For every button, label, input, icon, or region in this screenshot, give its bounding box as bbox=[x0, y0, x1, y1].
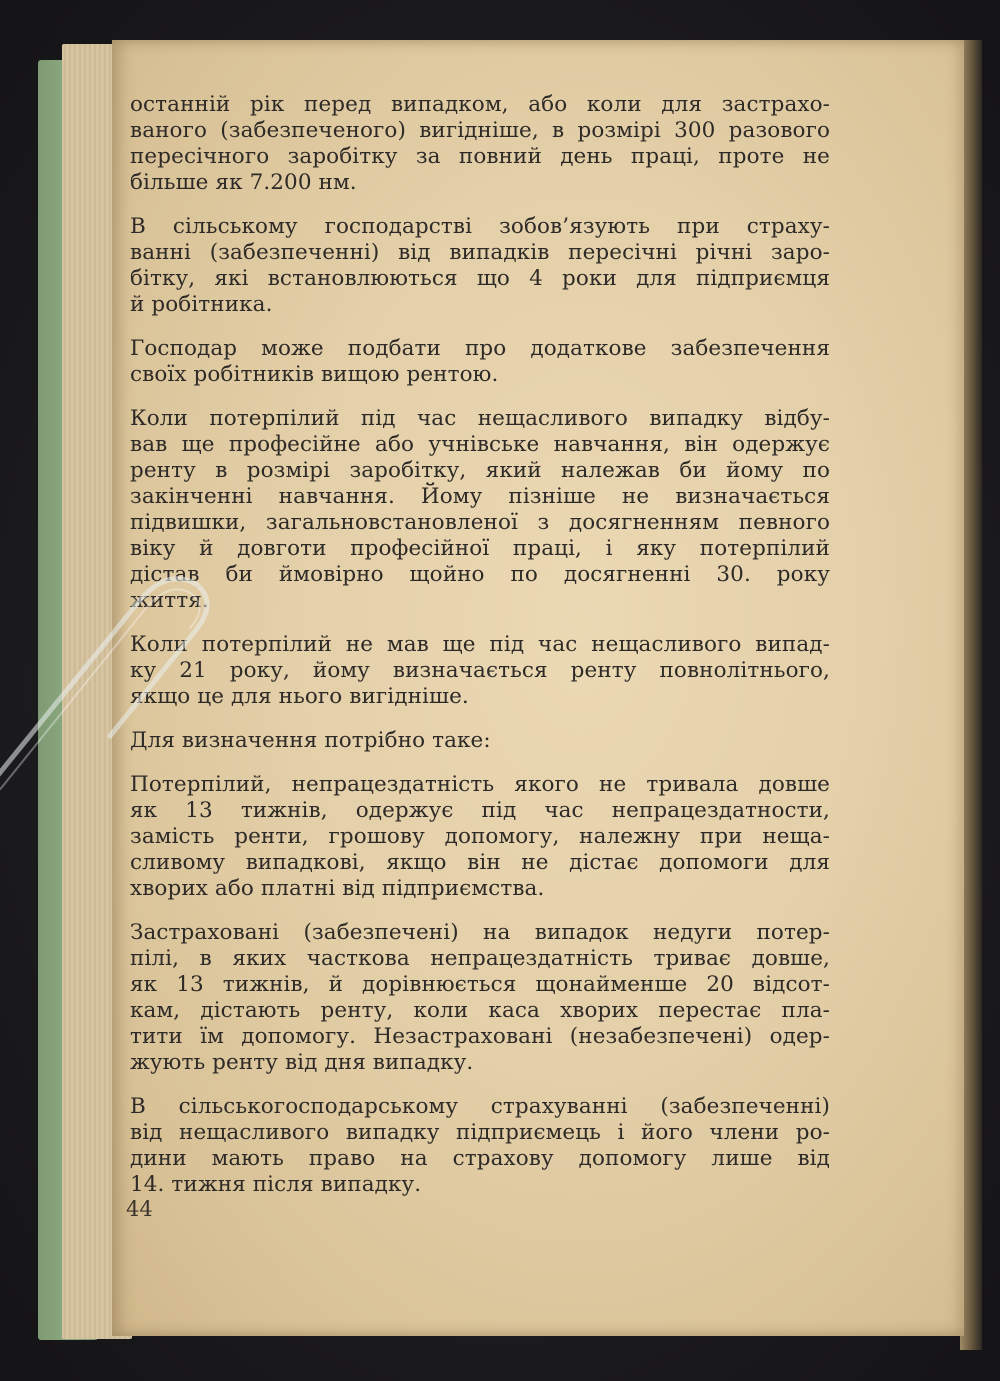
text-line: В сільськогосподарському страхуванні (забезпеченні) bbox=[130, 1094, 830, 1119]
text-line: й робітника. bbox=[130, 292, 273, 317]
paragraph bbox=[130, 772, 830, 902]
page-body-text bbox=[130, 92, 830, 1216]
text-line: бітку, які встановлюються що 4 роки для підприємця bbox=[130, 266, 830, 291]
text-line: Коли потерпілий під час нещасливого випадку відбу- bbox=[130, 406, 830, 431]
text-line: від нещасливого випадку підприємець і його члени ро- bbox=[130, 1120, 830, 1145]
paragraph bbox=[130, 92, 830, 196]
text-line: сливому випадкові, якщо він не дістає допомоги для bbox=[130, 850, 830, 875]
page-number: 44 bbox=[126, 1197, 153, 1221]
text-line: віку й довготи професійної праці, і яку потерпілий bbox=[130, 536, 830, 561]
text-line: пересічного заробітку за повний день праці, проте не bbox=[130, 144, 830, 169]
text-line: ку 21 року, йому визначається ренту повнолітнього, bbox=[130, 658, 830, 683]
text-line: пілі, в яких часткова непрацездатність триває довше, bbox=[130, 946, 830, 971]
text-line: тити їм допомогу. Незастраховані (незабезпечені) одер- bbox=[130, 1024, 830, 1049]
text-line: закінченні навчання. Йому пізніше не визначається bbox=[130, 484, 830, 509]
paragraph bbox=[130, 632, 830, 710]
text-line: як 13 тижнів, одержує під час непрацездатности, bbox=[130, 798, 830, 823]
text-line: Коли потерпілий не мав ще під час нещасливого випад- bbox=[130, 632, 830, 657]
text-line: жують ренту від дня випадку. bbox=[130, 1050, 474, 1075]
text-line: підвишки, загальновстановленої з досягненням певного bbox=[130, 510, 830, 535]
text-line: 14. тижня після випадку. bbox=[130, 1172, 422, 1197]
text-line: Господар може подбати про додаткове забезпечення bbox=[130, 336, 830, 361]
paragraph bbox=[130, 1094, 830, 1198]
text-line: дини мають право на страхову допомогу лише від bbox=[130, 1146, 830, 1171]
text-line: ренту в розмірі заробітку, який належав би йому по bbox=[130, 458, 830, 483]
text-line: більше як 7.200 нм. bbox=[130, 170, 357, 195]
text-line: Для визначення потрібно таке: bbox=[130, 728, 491, 753]
text-line: ванні (забезпеченні) від випадків пересічні річні заро- bbox=[130, 240, 830, 265]
paragraph bbox=[130, 214, 830, 318]
text-line: вав ще професійне або учнівське навчання, він одержує bbox=[130, 432, 830, 457]
text-line: дістав би ймовірно щойно по досягненні 30. року bbox=[130, 562, 830, 587]
text-line: В сільському господарстві зобов’язують при страху- bbox=[130, 214, 830, 239]
paragraph bbox=[130, 920, 830, 1076]
text-line: Застраховані (забезпечені) на випадок недуги потер- bbox=[130, 920, 830, 945]
text-line: життя. bbox=[130, 588, 209, 613]
text-line: якщо це для нього вигідніше. bbox=[130, 684, 469, 709]
text-line: замість ренти, грошову допомогу, належну при неща- bbox=[130, 824, 830, 849]
text-line: ваного (забезпеченого) вигідніше, в розмірі 300 разового bbox=[130, 118, 830, 143]
text-line: хворих або платні від підприємства. bbox=[130, 876, 545, 901]
paragraph bbox=[130, 728, 830, 754]
paragraph bbox=[130, 406, 830, 614]
paragraph bbox=[130, 336, 830, 388]
text-line: як 13 тижнів, й дорівнюється щонайменше 20 відсот- bbox=[130, 972, 830, 997]
text-line: Потерпілий, непрацездатність якого не тривала довше bbox=[130, 772, 830, 797]
text-line: останній рік перед випадком, або коли для застрахо- bbox=[130, 92, 830, 117]
text-line: кам, дістають ренту, коли каса хворих перестає пла- bbox=[130, 998, 830, 1023]
text-line: своїх робітників вищою рентою. bbox=[130, 362, 499, 387]
